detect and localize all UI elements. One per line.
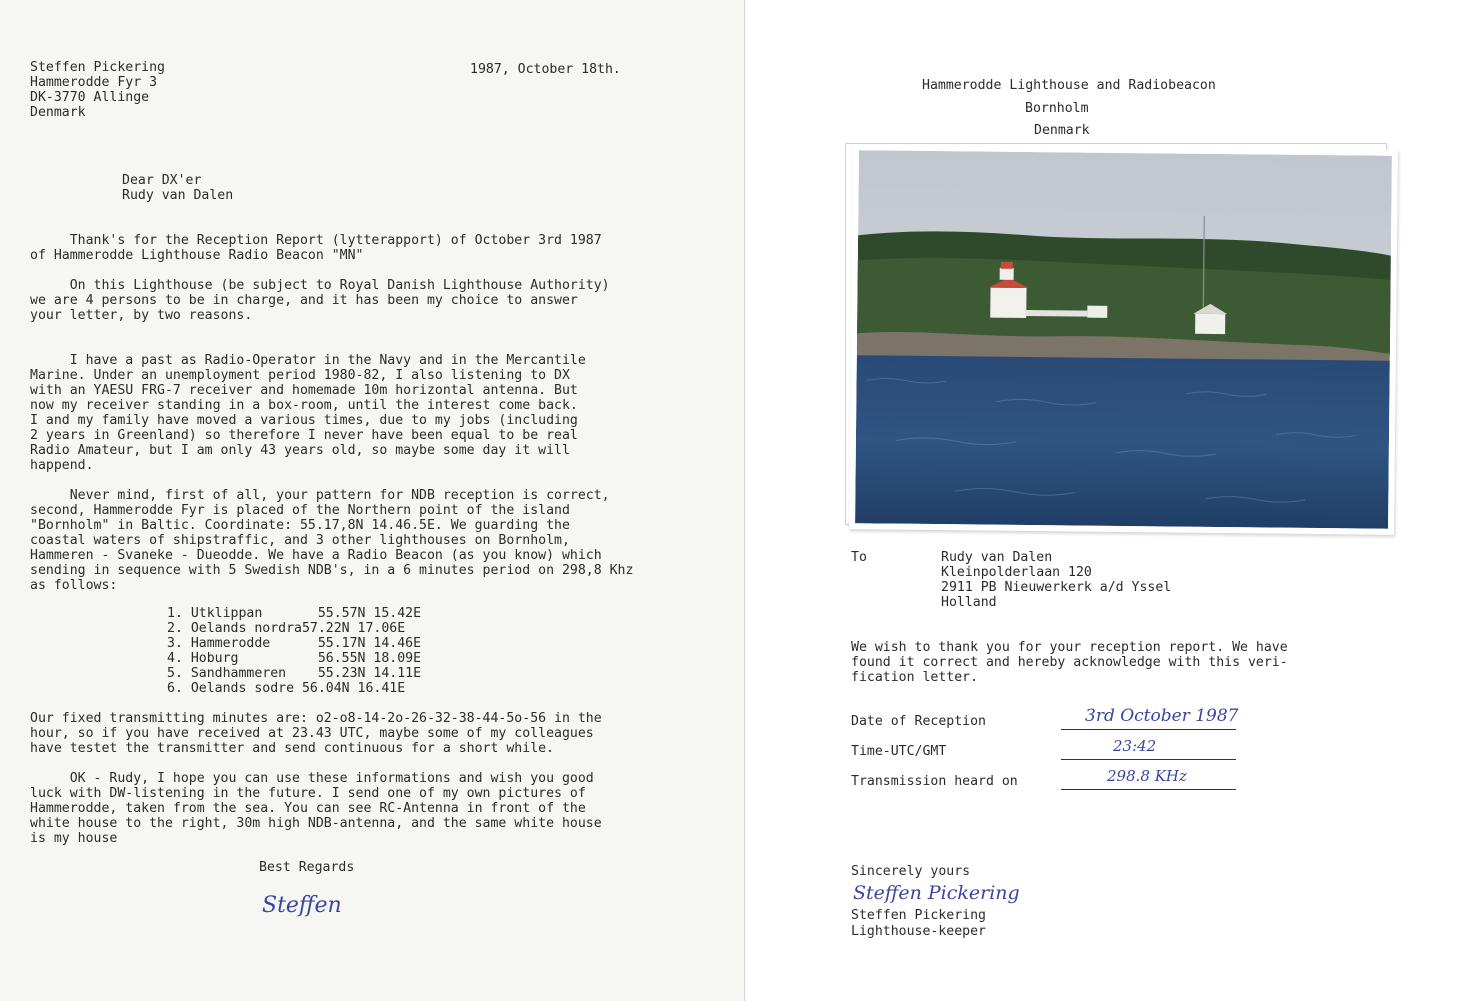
beacon-item: 3. Hammerodde 55.17N 14.46E — [167, 636, 422, 651]
time-underline — [1061, 759, 1236, 760]
frequency-underline — [1061, 789, 1236, 790]
keeper-title: Lighthouse-keeper — [851, 924, 986, 939]
sea — [855, 355, 1390, 529]
paragraph-lighthouse: On this Lighthouse (be subject to Royal Danish Lighthouse Authority) we are 4 persons to be in charge, and it has been my choice to answer your letter, by two reasons. — [30, 278, 610, 323]
time-value: 23:42 — [1113, 737, 1157, 755]
handwritten-signature: Steffen — [262, 893, 342, 918]
closing-regards: Best Regards — [259, 860, 355, 875]
salutation: Dear DX'er Rudy van Dalen — [122, 173, 234, 203]
paragraph-closing: OK - Rudy, I hope you can use these informations and wish you good luck with DW-listening in the future. I send one of my own pictures of Hammerodde, taken from the sea. You can see RC-Antenna in front of the white house to the right, 30m high NDB-antenna, and the same white house is my house — [30, 771, 602, 846]
keeper-signature: Steffen Pickering — [853, 882, 1020, 904]
frequency-label: Transmission heard on — [851, 774, 1018, 789]
beacon-list — [167, 606, 421, 696]
heading-island: Bornholm — [1025, 101, 1089, 116]
lighthouse-photo-image — [855, 150, 1392, 529]
heading-country: Denmark — [1034, 123, 1090, 138]
time-label: Time-UTC/GMT — [851, 744, 947, 759]
small-house — [1087, 306, 1107, 318]
lighthouse-wall — [1025, 310, 1087, 317]
date-of-reception-value: 3rd October 1987 — [1085, 706, 1239, 726]
date-underline — [1061, 729, 1236, 730]
paragraph-ndb: Never mind, first of all, your pattern for NDB reception is correct, second, Hammerodde Fyr is placed of the Northern point of the island "Bornholm" in Baltic. Coordinate: 55.17,8N 14.46.5E. We guarding the coastal waters of shipstraffic, and 3 other lighthouses on Bornholm, Hammeren - Svaneke - Dueodde. We have a Radio Beacon (as you know) which sending in sequence with 5 Swedish NDB's, in a 6 minutes period on 298,8 Khz as follows: — [30, 488, 634, 593]
frequency-value: 298.8 KHz — [1107, 767, 1187, 785]
recipient-address: Rudy van Dalen Kleinpolderlaan 120 2911 PB Nieuwerkerk a/d Yssel Holland — [941, 550, 1172, 610]
verification-thanks: We wish to thank you for your reception report. We have found it correct and hereby acknowledge with this veri- fication letter. — [851, 640, 1288, 685]
date-of-reception-label: Date of Reception — [851, 714, 986, 729]
lighthouse-photo — [849, 144, 1398, 535]
paragraph-thanks: Thank's for the Reception Report (lytterapport) of October 3rd 1987 of Hammerodde Lighthouse Radio Beacon "MN" — [30, 233, 602, 263]
beacon-item: 2. Oelands nordra57.22N 17.06E — [167, 621, 406, 636]
beacon-item: 1. Utklippan 55.57N 15.42E — [167, 606, 422, 621]
keeper-name: Steffen Pickering — [851, 908, 986, 923]
sincerely-closing: Sincerely yours — [851, 864, 971, 879]
beacon-item: 4. Hoburg 56.55N 18.09E — [167, 651, 422, 666]
paragraph-background: I have a past as Radio-Operator in the Navy and in the Mercantile Marine. Under an unemployment period 1980-82, I also listening to DX with an YAESU FRG-7 receiver and homemade 10m horizontal antenna. But now my receiver standing in a box-room, until the interest come back. I and my family have moved a various times, due to my jobs (including 2 years in Greenland) so therefore I never have been equal to be real Radio Amateur, but I am only 43 years old, so maybe some day it will happend. — [30, 353, 586, 473]
paragraph-schedule: Our fixed transmitting minutes are: o2-o8-14-2o-26-32-38-44-5o-56 in the hour, so if you have received at 23.43 UTC, maybe some of my colleagues have testet the transmitter and send continuous for a short while. — [30, 711, 602, 756]
beacon-item: 6. Oelands sodre 56.04N 16.41E — [167, 681, 406, 696]
letter-date: 1987, October 18th. — [470, 62, 621, 77]
verification-heading: Hammerodde Lighthouse and Radiobeacon — [922, 78, 1216, 93]
to-label: To — [851, 550, 867, 565]
beacon-item: 5. Sandhammeren 55.23N 14.11E — [167, 666, 422, 681]
sender-address: Steffen Pickering Hammerodde Fyr 3 DK-3770 Allinge Denmark — [30, 60, 165, 120]
